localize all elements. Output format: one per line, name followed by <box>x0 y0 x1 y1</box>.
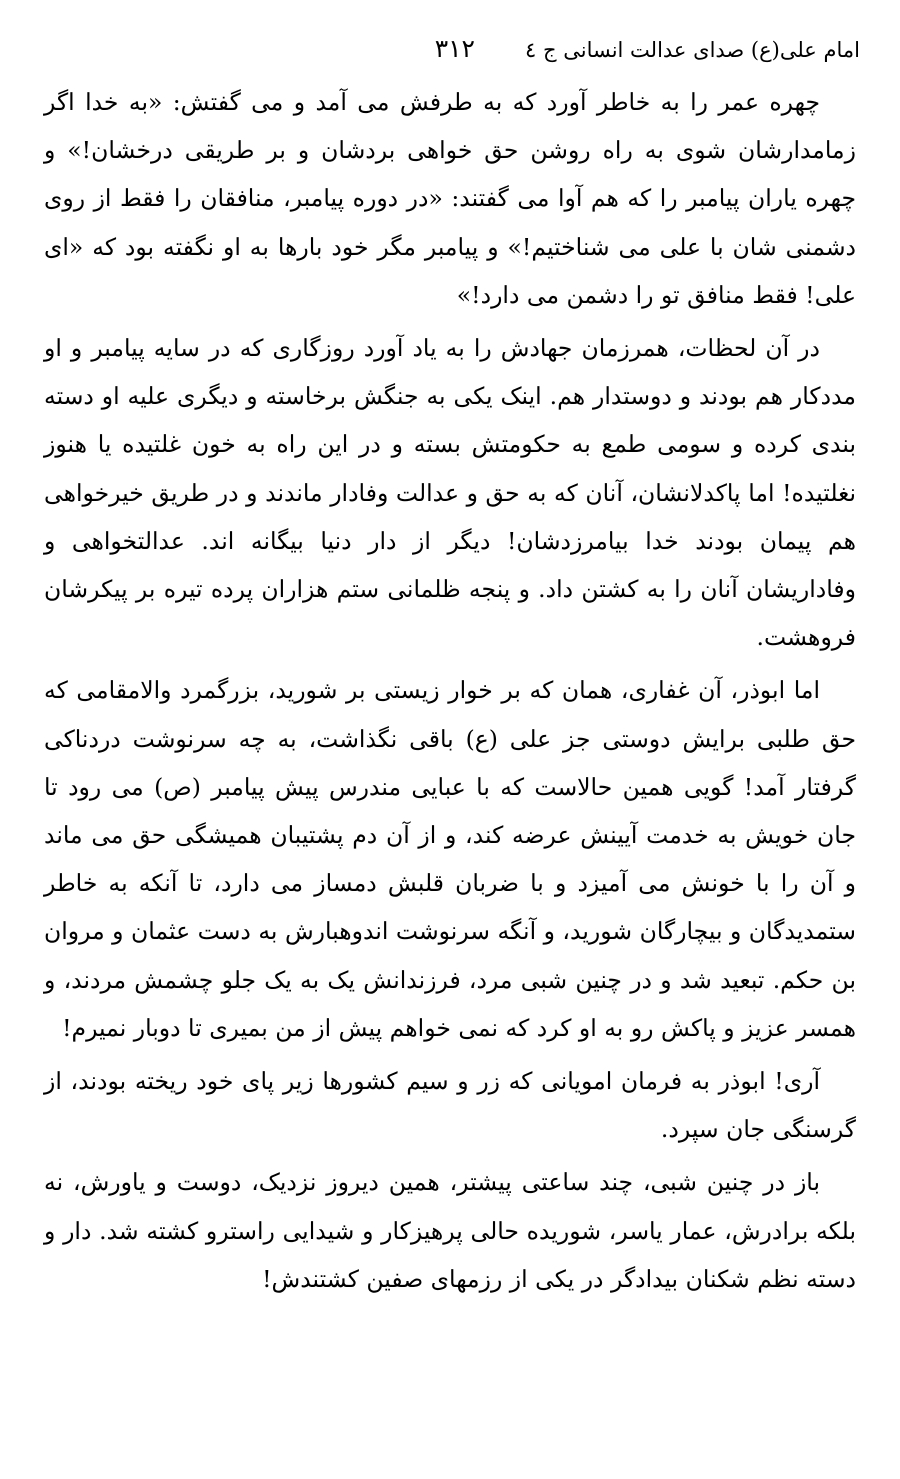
paragraph: اما ابوذر، آن غفاری، همان که بر خوار زیستی بر شورید، بزرگمرد والامقامی که حق طلبی برایش دوستی جز علی (ع) باقی نگذاشت، به چه سرنوشت دردناکی گرفتار آمد! گویی همین حالاست که با عبایی مندرس پیش پیامبر (ص) می رود تا جان خویش به خدمت آیینش عرضه کند، و از آن دم پشتیبان همیشگی حق می ماند و آن را با خونش می آمیزد و با ضربان قلبش دمساز می دارد، تا آنکه به خاطر ستمدیدگان و بیچارگان شورید، و آنگه سرنوشت اندوهبارش به دست عثمان و مروان بن حکم. تبعید شد و در چنین شبی مرد، فرزندانش یک به یک جلو چشمش مردند، و همسر عزیز و پاکش رو به او کرد که نمی خواهم پیش از من بمیری تا دوبار نمیرم! <box>44 676 856 1042</box>
running-header <box>40 30 860 74</box>
paragraph: باز در چنین شبی، چند ساعتی پیشتر، همین دیروز نزدیک، دوست و یاورش، نه بلکه برادرش، عمار یاسر، شوریده حالی پرهیزکار و شیدایی راسترو کشته شد. دار و دسته نظم شکنان بیدادگر در یکی از رزمهای صفین کشتندش! <box>44 1168 856 1293</box>
paragraph: آری! ابوذر به فرمان امویانی که زر و سیم کشورها زیر پای خود ریخته بودند، از گرسنگی جان سپرد. <box>44 1067 856 1144</box>
body-text <box>44 78 856 1303</box>
paragraph: چهره عمر را به خاطر آورد که به طرفش می آمد و می گفتش: «به خدا اگر زمامدارشان شوی به راه روشن حق خواهی بردشان و بر طریقی درخشان!» و چهره یاران پیامبر را که هم آوا می گفتند: «در دوره پیامبر، منافقان را فقط از روی دشمنی شان با علی می شناختیم!» و پیامبر مگر خود بارها به او نگفته بود که «ای علی! فقط منافق تو را دشمن می دارد!» <box>44 88 856 309</box>
paragraph: در آن لحظات، همرزمان جهادش را به یاد آورد روزگاری که در سایه پیامبر و او مددکار هم بودند و دوستدار هم. اینک یکی به جنگش برخاسته و دیگری علیه او دسته بندی کرده و سومی طمع به حکومتش بسته و در این راه به خون غلتیده یا هنوز نغلتیده! اما پاکدلانشان، آنان که به حق و عدالت وفادار ماندند و در طریق خیرخواهی هم پیمان بودند خدا بیامرزدشان! دیگر از دار دنیا بیگانه اند. عدالتخواهی و وفاداریشان آنان را به کشتن داد. و پنجه ظلمانی ستم هزاران پرده تیره بر پیکرشان فروهشت. <box>44 334 856 652</box>
page-number: ٣١٢ <box>434 34 475 63</box>
book-title: امام علی(ع) صدای عدالت انسانی ج ٤ <box>525 38 860 62</box>
